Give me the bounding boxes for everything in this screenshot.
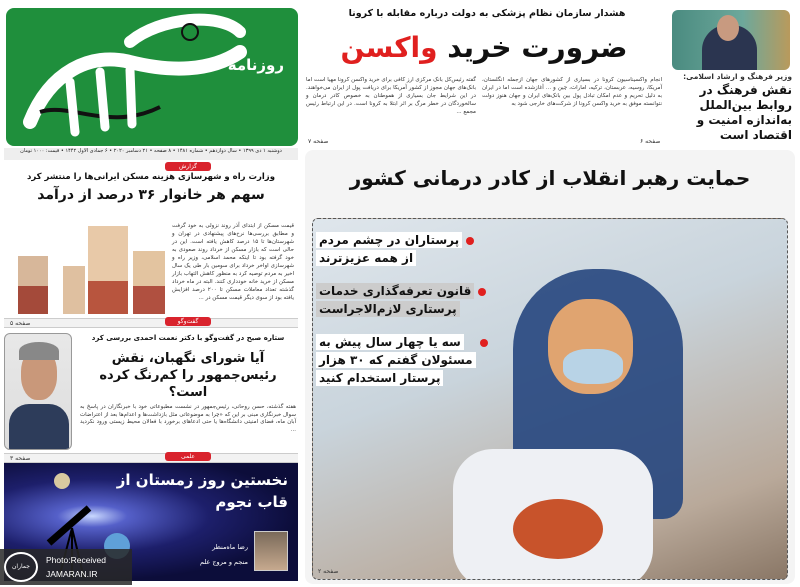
newspaper-logo — [10, 12, 250, 142]
housing-headline[interactable]: سهم هر خانوار ۳۶ درصد از درآمد — [37, 187, 265, 203]
housing-subhead: وزارت راه و شهرسازی هزینه مسکن ایرانی‌ها را منتشر کرد — [27, 172, 275, 182]
minister-photo — [672, 10, 790, 70]
author-photo — [254, 531, 288, 571]
interviewee-photo — [4, 333, 72, 450]
housing-body: قیمت مسکن از ابتدای آذر روند نزولی به خود گرفت و مطابق بررسی‌ها نرخ‌های پیشنهادی در تهران و شهرستان‌ها تا ۱۵ درصد کاهش یافته است. این در حالی است که بازار مسکن از خرداد روند صعودی به خود گرفته بود تا اینکه محمد اسلامی، وزیر راه و شهرسازی اواخر خرداد برای سومین بار طی یک سال اخیر به مردم توصیه کرد به منظور کاهش التهاب بازار مسکن از خرید خانه خودداری کنند. البته در ماه خرداد گذشته تعداد معاملات مسکن تا ۲۰۰ درصد افزایش یافته بود از سوی دیگر قیمت مسکن در ... — [172, 223, 295, 301]
bullet-dot-icon — [480, 339, 488, 347]
top-story-body-1: انجام واکسیناسیون کرونا در بسیاری از کشورهای جهان ازجمله انگلستان، آمریکا، روسیه، عربستان، ترکیه، امارات، چین و ... آغازشده است اما در ایران به دلیل تحریم و عدم امکان تبادل پول بین بانک‌های ایران و جهان هنوز دولت نتوانسته موفق به خرید واکسن کرونا از شرکت‌های خارجی شود به — [482, 77, 662, 107]
top-story-body-2: گفته رئیس‌کل بانک مرکزی ارز کافی برای خرید واکسن کرونا مهیا است اما بانک‌های جهان مجوز از کشور آمریکا برای دریافت پول از ایران می‌خواهند. در این شرایط جان بسیاری از هموطنان به خصوص کادر درمان و سالخوردگان در خطر مرگ بر اثر ابتلا به کرونا است. در این ارتباط رئیس مجمع ... — [306, 77, 476, 115]
jamaran-logo: جماران — [4, 552, 38, 582]
astronomy-headline: نخستین روز زمستان از قاب نجوم — [116, 471, 288, 511]
interview-body: هفته گذشته، حسن روحانی، رئیس‌جمهور در نشست مطبوعاتی خود با خبرنگاران در پاسخ به سوال خبرنگاری مبنی بر این که «چرا به موضوعاتی مثل بازداشت‌ها و اعدام‌ها بعد از اعتراضات آبان ماه، فضای امنیتی دانشگاه‌ها یا حتی ادعاهای برخورد با فعالان محیط زیستی ورود نکردید ... — [80, 404, 296, 433]
lead-bullet-1: پرستاران در چشم مردم از همه عزیزترند — [316, 232, 462, 266]
minister-label: وزیر فرهنگ و ارشاد اسلامی: — [683, 72, 792, 81]
credit-line-2: JAMARAN.IR — [46, 569, 98, 579]
lead-bullet-2: قانون تعرفه‌گذاری خدمات پرستاری لازم‌الاجراست — [316, 283, 474, 317]
top-story-subhead: هشدار سازمان نظام پزشکی به دولت درباره مقابله با کرونا — [348, 8, 626, 19]
author-name: رضا ماه‌منظر — [212, 543, 248, 551]
science-tag: علمی — [165, 452, 211, 461]
top-story-headline[interactable] — [300, 28, 668, 68]
headline-red: واکسن — [340, 31, 438, 64]
top-story-page: صفحه ۷ — [308, 138, 329, 145]
masthead — [6, 8, 298, 146]
housing-page: صفحه ۵ — [10, 320, 31, 327]
housing-tag: گزارش — [165, 162, 211, 171]
interview-footer — [4, 453, 298, 463]
credit-line-1: Photo:Received — [46, 555, 107, 565]
headline-black: ضرورت خرید — [437, 31, 628, 64]
housing-footer — [4, 318, 298, 328]
lead-page: صفحه ۲ — [318, 568, 339, 575]
nurse-illustration — [312, 218, 788, 580]
buildings-photo — [8, 226, 168, 314]
masthead-daily-label: روزنامه — [227, 56, 284, 74]
minister-page: صفحه ۶ — [640, 138, 661, 145]
minister-headline[interactable]: نقش فرهنگ در روابط بین‌الملل به‌اندازه امنیت و اقتصاد است — [696, 83, 792, 142]
interview-tag: گفت‌وگو — [165, 317, 211, 326]
lead-bullet-3: سه یا چهار سال پیش به مسئولان گفتم که ۳۰ هزار پرستار استخدام کنید — [316, 334, 476, 386]
interview-headline[interactable]: آیا شورای نگهبان، نقش رئیس‌جمهور را کم‌رنگ کرده است؟ — [99, 351, 277, 400]
interview-page: صفحه ۳ — [10, 455, 31, 462]
photo-credit-overlay — [0, 549, 132, 585]
interview-subhead: ستاره صبح در گفت‌وگو با دکتر نعمت احمدی بررسی کرد — [91, 334, 285, 342]
lead-story-headline[interactable]: حمایت رهبر انقلاب از کادر درمانی کشور — [349, 166, 751, 190]
author-role: منجم و مروج علم — [199, 558, 248, 566]
dateline: دوشنبه ۱ دی ۱۳۹۹ • سال دوازدهم • شماره ۱۴۸۱ • ۸ صفحه • ۲۱ دسامبر ۲۰۲۰ • ۶ جمادی الاول ۱۴۴۲ • قیمت: ۱۰۰۰ تومان — [4, 148, 298, 160]
